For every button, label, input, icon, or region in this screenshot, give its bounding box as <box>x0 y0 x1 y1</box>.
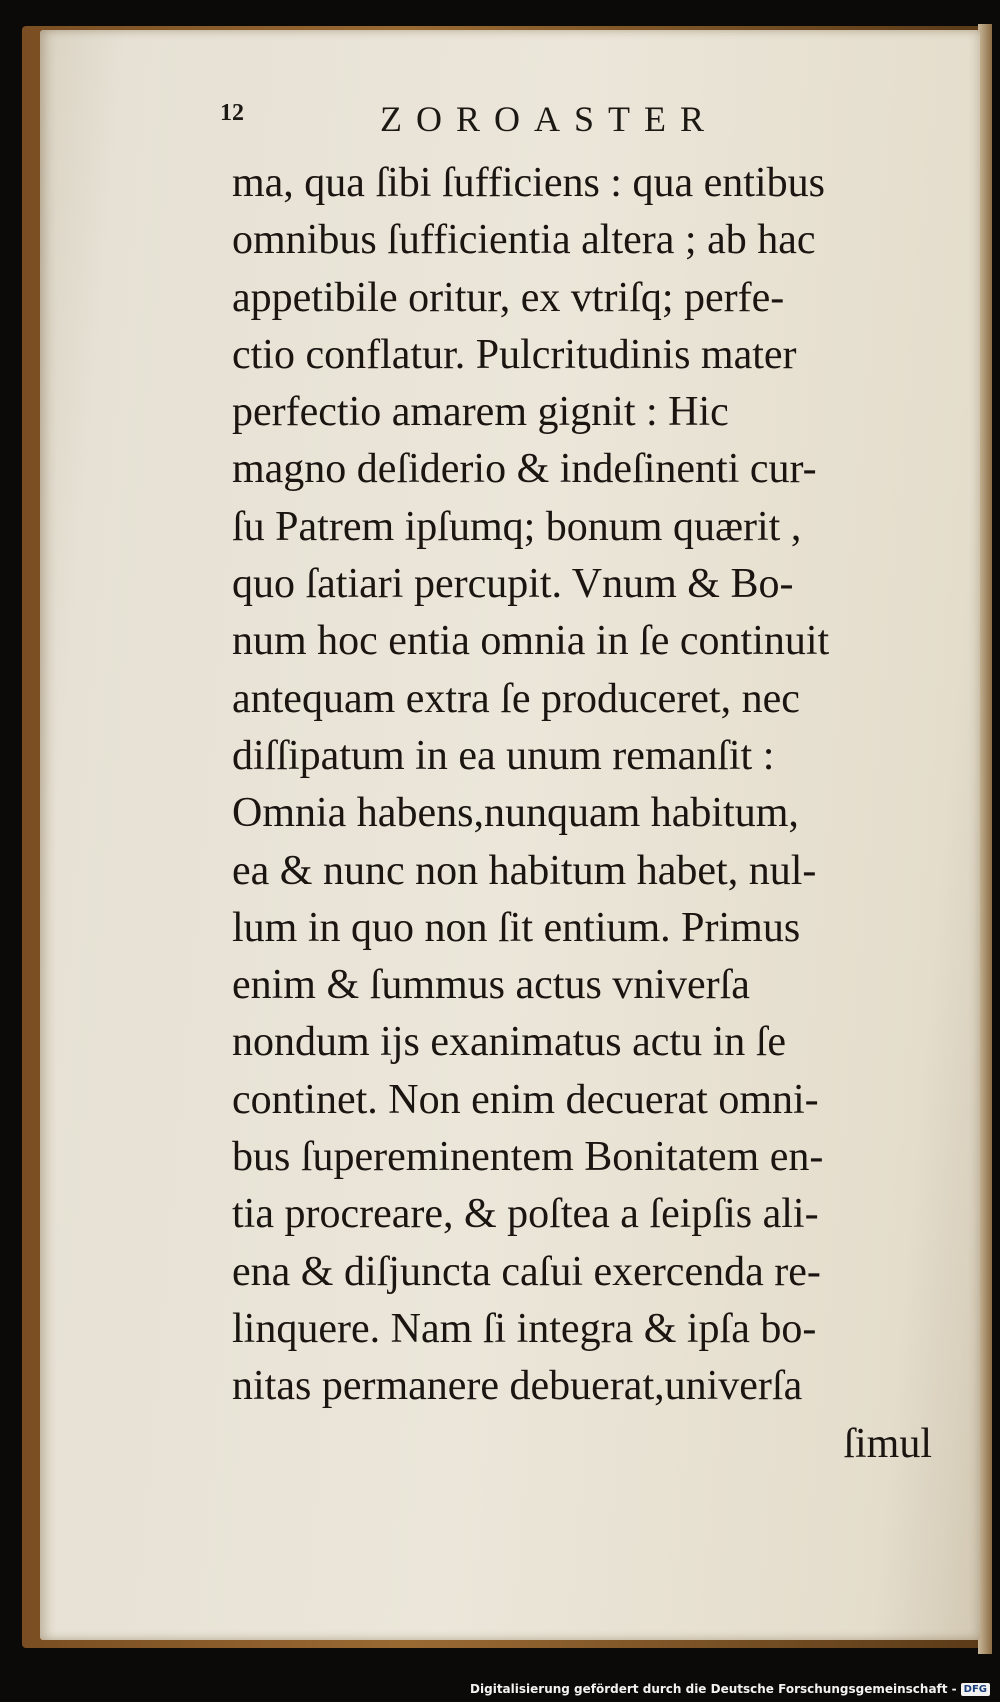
text-line: tia procreare, & poſtea a ſeipſis ali- <box>232 1191 819 1238</box>
text-line: magno deſiderio & indeſinenti cur- <box>232 446 817 493</box>
text-line: ea & nunc non habitum habet, nul- <box>232 847 817 894</box>
text-line: continet. Non enim decuerat omni- <box>232 1076 819 1123</box>
text-line: appetibile oritur, ex vtriſq; perfe- <box>232 274 785 321</box>
catchword: ſimul <box>843 1420 932 1467</box>
book-fore-edge <box>978 24 992 1654</box>
running-title: ZOROASTER <box>380 99 719 139</box>
digitization-credit <box>470 1682 990 1696</box>
text-line: nondum ijs exanimatus actu in ſe <box>232 1019 787 1066</box>
text-line: Omnia habens,nunquam habitum, <box>232 790 799 837</box>
text-line: enim & ſummus actus vniverſa <box>232 962 750 1009</box>
text-line: perfectio amarem gignit : Hic <box>232 389 729 436</box>
text-line: omnibus ſufficientia altera ; ab hac <box>232 217 816 264</box>
body-text <box>232 155 932 1473</box>
text-line: diſſipatum in ea unum remanſit : <box>232 732 775 779</box>
text-line: ſu Patrem ipſumq; bonum quærit , <box>232 503 802 550</box>
digitization-note-text: Digitalisierung gefördert durch die Deutsche Forschungsgemeinschaft - <box>470 1682 957 1696</box>
text-line: quo ſatiari percupit. Vnum & Bo- <box>232 561 794 608</box>
text-line: ena & diſjuncta caſui exercenda re- <box>232 1248 821 1295</box>
text-line: bus ſupereminentem Bonitatem en- <box>232 1134 824 1181</box>
dfg-logo: DFG <box>961 1683 990 1696</box>
text-line: ma, qua ſibi ſufficiens : qua entibus <box>232 160 825 206</box>
text-line: ctio conflatur. Pulcritudinis mater <box>232 331 797 378</box>
text-line: nitas permanere debuerat,univerſa <box>232 1363 803 1410</box>
text-line: linquere. Nam ſi integra & ipſa bo- <box>232 1305 817 1352</box>
page-number: 12 <box>220 100 244 126</box>
text-line: antequam extra ſe produceret, nec <box>232 675 800 722</box>
text-line: num hoc entia omnia in ſe continuit <box>232 618 830 665</box>
text-line: lum in quo non ſit entium. Primus <box>232 904 801 951</box>
